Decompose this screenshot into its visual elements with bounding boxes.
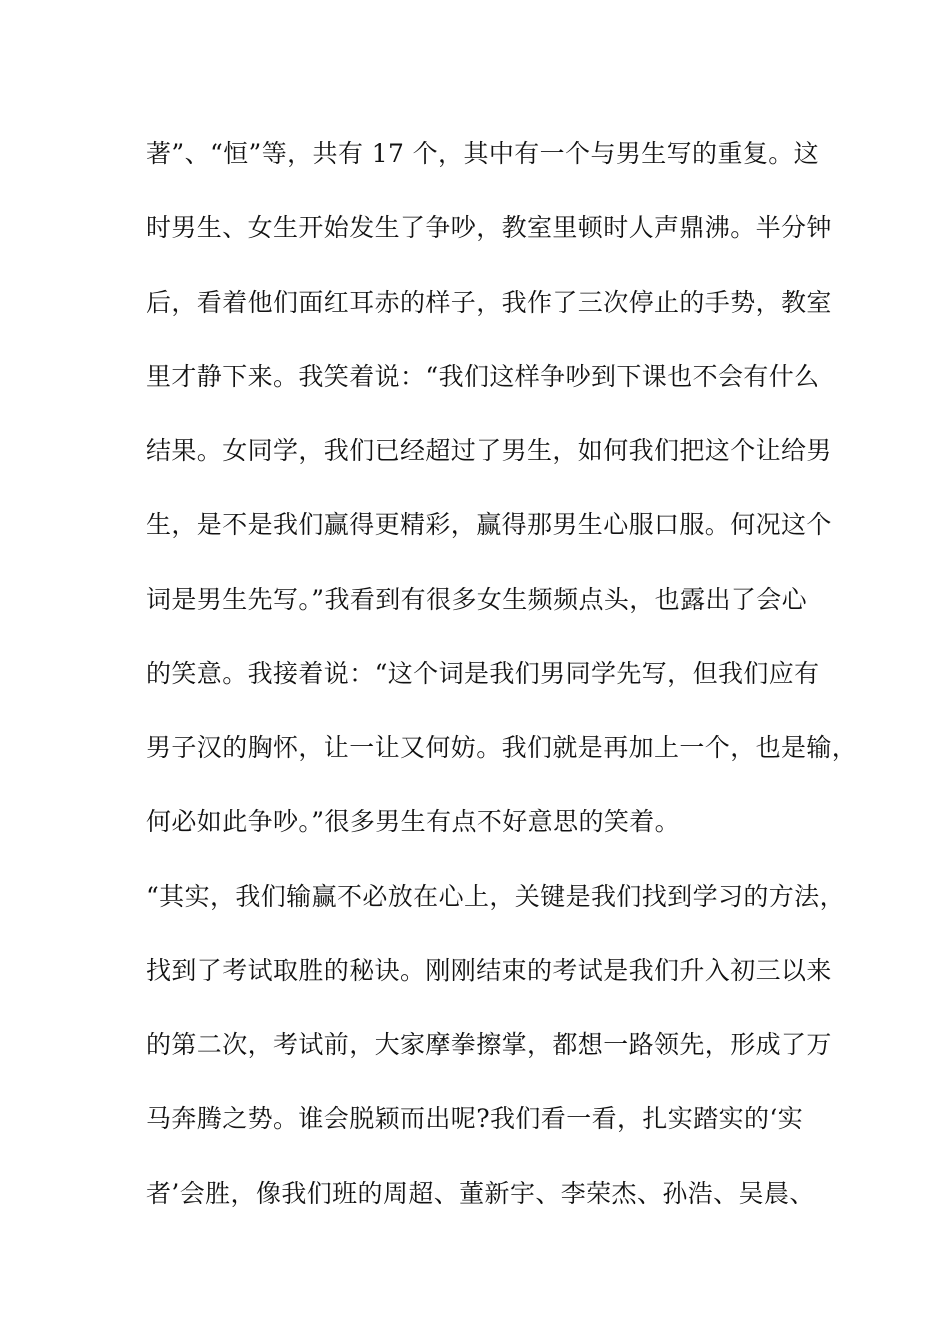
paragraph-line: 著”、“恒”等，共有 17 个，其中有一个与男生写的重复。这 (146, 139, 820, 168)
paragraph-line: 词是男生先写。”我看到有很多女生频频点头，也露出了会心 (146, 585, 808, 614)
paragraph-line: “其实，我们输赢不必放在心上，关键是我们找到学习的方法， (146, 882, 845, 911)
paragraph-line: 里才静下来。我笑着说：“我们这样争吵到下课也不会有什么 (146, 362, 820, 391)
paragraph-line: 者’会胜，像我们班的周超、董新宇、李荣杰、孙浩、吴晨、 (146, 1179, 815, 1208)
paragraph-line: 找到了考试取胜的秘诀。刚刚结束的考试是我们升入初三以来 (146, 956, 832, 985)
paragraph-line: 生，是不是我们赢得更精彩，赢得那男生心服口服。何况这个 (146, 510, 832, 539)
paragraph-line: 马奔腾之势。谁会脱颖而出呢?我们看一看，扎实踏实的‘实 (146, 1104, 804, 1133)
paragraph-line: 的笑意。我接着说：“这个词是我们男同学先写，但我们应有 (146, 659, 820, 688)
paragraph-line: 结果。女同学，我们已经超过了男生，如何我们把这个让给男 (146, 436, 832, 465)
paragraph-line: 的第二次，考试前，大家摩拳擦掌，都想一路领先，形成了万 (146, 1030, 832, 1059)
paragraph-line: 后，看着他们面红耳赤的样子，我作了三次停止的手势，教室 (146, 288, 832, 317)
paragraph-line: 何必如此争吵。”很多男生有点不好意思的笑着。 (146, 807, 681, 836)
paragraph-line: 男子汉的胸怀，让一让又何妨。我们就是再加上一个，也是输， (146, 733, 858, 762)
paragraph-line: 时男生、女生开始发生了争吵，教室里顿时人声鼎沸。半分钟 (146, 213, 832, 242)
